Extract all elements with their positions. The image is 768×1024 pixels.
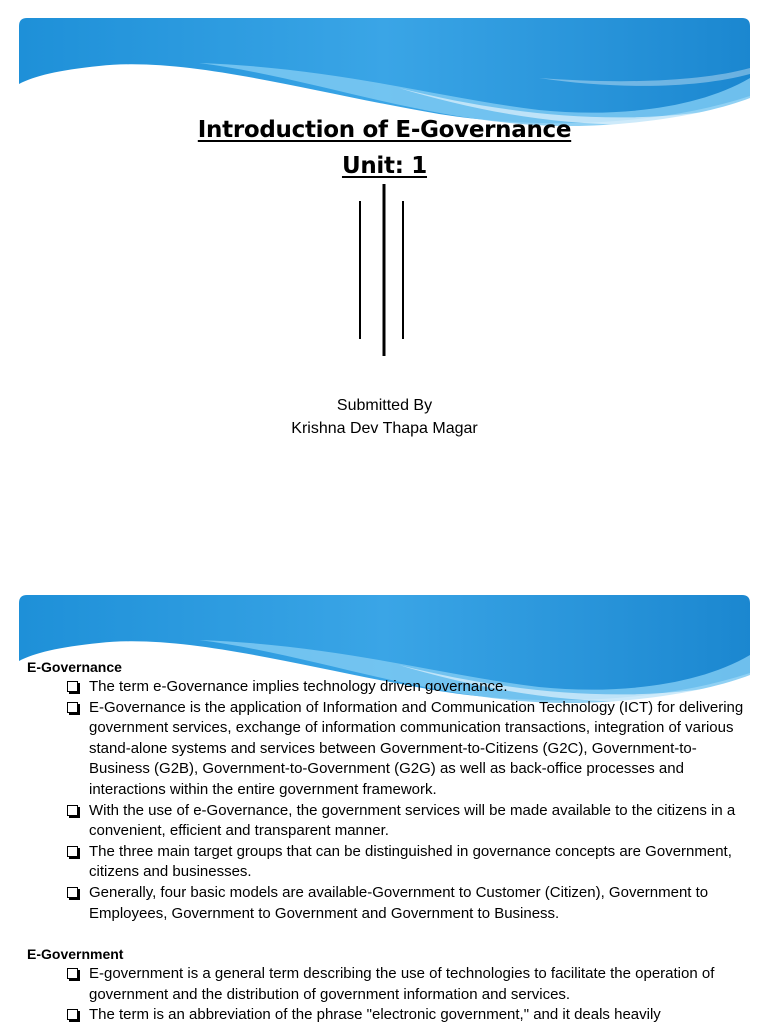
title-block	[19, 112, 750, 184]
content-slide	[19, 595, 750, 1024]
list-item-text: The term is an abbreviation of the phrase "electronic government," and it deals heavily	[89, 1006, 661, 1024]
submitter-block	[19, 394, 750, 440]
list-item-text: E-Governance is the application of Information and Communication Technology (ICT) for delivering government services, exchange of information communication transactions, integration of various stand-alone systems and services between Government-to-Citizens (G2C), Government-to-Business (G2B), Government-to-Government (G2G) as well as back-office processes and interactions within the entire government framework.	[89, 698, 744, 798]
checkbox-square-icon	[67, 805, 78, 816]
list-item	[65, 698, 747, 801]
list-item	[65, 883, 747, 924]
section-heading-e-government: E-Government	[27, 946, 124, 963]
list-item	[65, 677, 747, 698]
list-item	[65, 1005, 747, 1024]
section-heading-e-governance: E-Governance	[27, 659, 122, 675]
checkbox-square-icon	[67, 1009, 78, 1020]
e-governance-list	[65, 677, 747, 924]
submitted-by-label: Submitted By	[336, 397, 433, 414]
list-item-text: The term e-Governance implies technology driven governance.	[89, 678, 508, 695]
checkbox-square-icon	[67, 887, 78, 898]
unit-label: Unit: 1	[341, 153, 428, 179]
author-name: Krishna Dev Thapa Magar	[291, 420, 478, 437]
list-item-text: Generally, four basic models are available-Government to Customer (Citizen), Government to Employees, Government to Government and Government to Business.	[89, 883, 709, 922]
slide-title: Introduction of E-Governance	[197, 117, 572, 143]
list-item	[65, 842, 747, 883]
title-slide	[19, 18, 750, 538]
checkbox-square-icon	[67, 968, 78, 979]
list-item-text: The three main target groups that can be distinguished in governance concepts are Government, citizens and businesses.	[89, 842, 732, 881]
list-item-text: E-government is a general term describing the use of technologies to facilitate the operation of government and the distribution of government information and services.	[89, 965, 715, 1003]
list-item	[65, 964, 747, 1005]
checkbox-square-icon	[67, 681, 78, 692]
checkbox-square-icon	[67, 702, 78, 713]
content-body	[27, 657, 747, 1024]
list-item	[65, 801, 747, 842]
list-item-text: With the use of e-Governance, the government services will be made available to the citizens in a convenient, efficient and transparent manner.	[89, 801, 736, 840]
checkbox-square-icon	[67, 846, 78, 857]
e-government-list	[65, 964, 747, 1024]
